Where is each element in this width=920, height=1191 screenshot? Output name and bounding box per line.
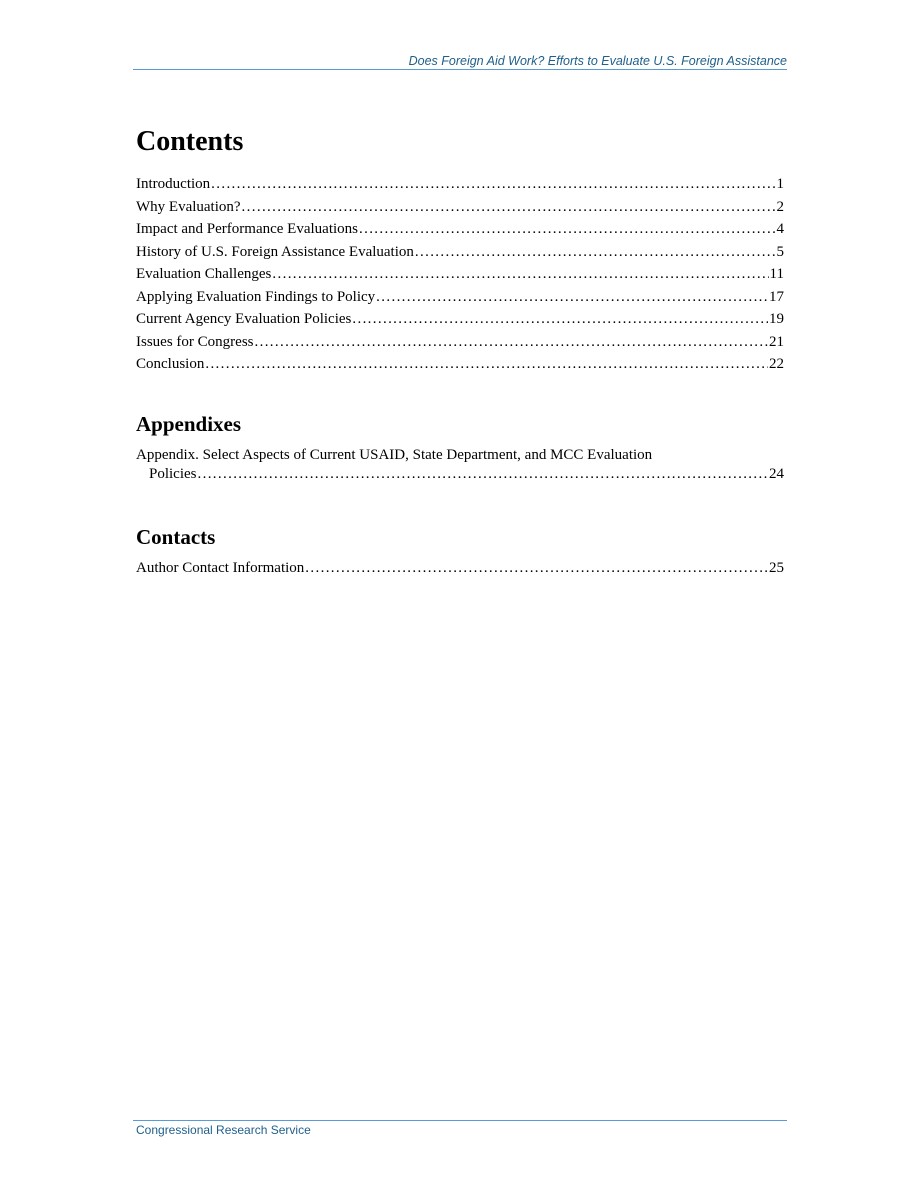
toc-page-number: 1: [776, 176, 784, 192]
toc-page-number: 11: [769, 266, 784, 282]
toc-entry-title: Applying Evaluation Findings to Policy: [136, 288, 376, 305]
running-footer: Congressional Research Service: [136, 1123, 311, 1137]
toc-entry-history[interactable]: [136, 241, 784, 264]
toc-entry-conclusion[interactable]: [136, 353, 784, 376]
toc-entry-title: Current Agency Evaluation Policies: [136, 311, 352, 327]
running-header: Does Foreign Aid Work? Efforts to Evaluate U.S. Foreign Assistance: [408, 54, 787, 68]
toc-entry-applying-findings[interactable]: [136, 286, 784, 309]
toc-dot-leader: [272, 263, 768, 286]
toc-dot-leader: [415, 241, 776, 264]
toc-entry-evaluation-challenges[interactable]: [136, 263, 784, 286]
toc-entry-issues-for-congress[interactable]: [136, 331, 784, 354]
toc-entry-impact-performance[interactable]: [136, 218, 784, 241]
toc-entry-appendix[interactable]: [136, 446, 784, 484]
toc-dot-leader: [242, 196, 776, 219]
toc-entry-title-line2: Policies: [149, 466, 197, 482]
contents-heading: Contents: [136, 126, 244, 157]
appendixes-section: [136, 409, 784, 484]
toc-entry-title: Why Evaluation?: [136, 198, 241, 215]
toc-entry-title: Evaluation Challenges: [136, 266, 272, 282]
toc-entry-agency-policies[interactable]: [136, 308, 784, 331]
contents-list: [136, 173, 784, 376]
toc-dot-leader: [305, 557, 768, 580]
toc-entry-title: History of U.S. Foreign Assistance Evaluation: [136, 243, 414, 260]
toc-entry-why-evaluation[interactable]: [136, 196, 784, 219]
toc-dot-leader: [211, 173, 775, 196]
toc-page-number: 21: [769, 333, 784, 350]
toc-page-number: 19: [769, 311, 784, 327]
toc-page-number: 4: [776, 221, 784, 237]
toc-page-number: 25: [769, 560, 784, 576]
toc-dot-leader: [376, 286, 768, 309]
toc-entry-title: Impact and Performance Evaluations: [136, 221, 358, 237]
toc-entry-title: Issues for Congress: [136, 333, 254, 350]
toc-entry-title: Conclusion: [136, 356, 205, 372]
header-rule: [133, 69, 787, 70]
contents-section: [136, 120, 784, 376]
toc-entry-title-line1: Appendix. Select Aspects of Current USAID, State Department, and MCC Evaluation: [136, 447, 653, 463]
contacts-section: [136, 522, 784, 580]
toc-page-number: 5: [776, 243, 784, 260]
contacts-heading: Contacts: [136, 525, 216, 549]
toc-dot-leader: [198, 465, 769, 484]
appendixes-heading: Appendixes: [136, 412, 242, 436]
toc-page-number: 17: [769, 288, 784, 305]
footer-rule: [133, 1120, 787, 1121]
toc-page-number: 22: [769, 356, 784, 372]
toc-page-number: 2: [776, 198, 784, 215]
toc-dot-leader: [255, 331, 769, 354]
toc-page-number: 24: [769, 466, 784, 482]
toc-entry-author-contact[interactable]: [136, 557, 784, 580]
toc-dot-leader: [352, 308, 768, 331]
toc-entry-title: Introduction: [136, 176, 211, 192]
toc-dot-leader: [359, 218, 776, 241]
contacts-list: [136, 557, 784, 580]
toc-entry-title-line2-row: [136, 465, 784, 484]
toc-entry-introduction[interactable]: [136, 173, 784, 196]
toc-entry-title: Author Contact Information: [136, 560, 305, 576]
toc-dot-leader: [205, 353, 768, 376]
